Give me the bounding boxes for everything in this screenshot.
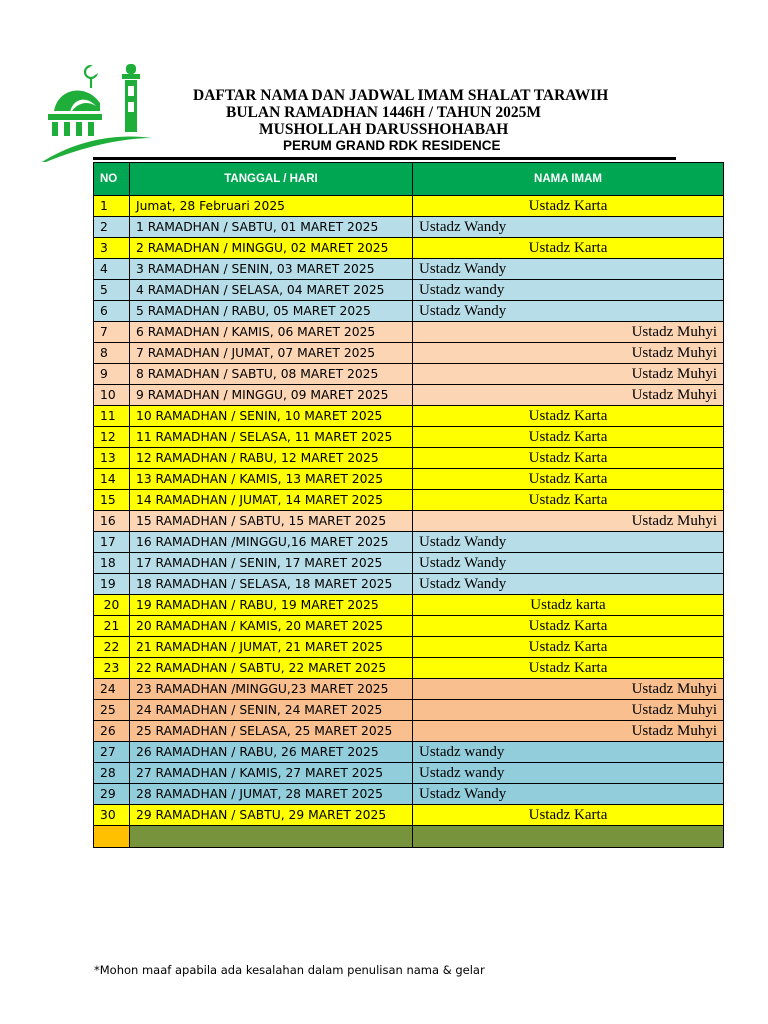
column-header-imam: NAMA IMAM — [413, 163, 724, 196]
cell-no: 15 — [94, 490, 130, 511]
cell-tanggal: 16 RAMADHAN /MINGGU,16 MARET 2025 — [130, 532, 413, 553]
cell-tanggal: 28 RAMADHAN / JUMAT, 28 MARET 2025 — [130, 784, 413, 805]
table-row — [94, 196, 724, 217]
cell-no: 5 — [94, 280, 130, 301]
cell-tanggal: 26 RAMADHAN / RABU, 26 MARET 2025 — [130, 742, 413, 763]
cell-tanggal: 11 RAMADHAN / SELASA, 11 MARET 2025 — [130, 427, 413, 448]
cell-imam: Ustadz Karta — [413, 469, 724, 490]
cell-imam: Ustadz Wandy — [413, 259, 724, 280]
cell-tanggal: 9 RAMADHAN / MINGGU, 09 MARET 2025 — [130, 385, 413, 406]
cell-imam: Ustadz karta — [413, 595, 724, 616]
title-line-1: DAFTAR NAMA DAN JADWAL IMAM SHALAT TARAWIH — [193, 87, 609, 104]
cell-no: 10 — [94, 385, 130, 406]
cell-empty — [94, 826, 130, 848]
cell-no: 20 — [94, 595, 130, 616]
cell-no: 29 — [94, 784, 130, 805]
cell-no: 11 — [94, 406, 130, 427]
table-row — [94, 532, 724, 553]
cell-imam: Ustadz Karta — [413, 637, 724, 658]
cell-tanggal: 14 RAMADHAN / JUMAT, 14 MARET 2025 — [130, 490, 413, 511]
cell-tanggal: Jumat, 28 Februari 2025 — [130, 196, 413, 217]
cell-imam: Ustadz wandy — [413, 763, 724, 784]
cell-tanggal: 15 RAMADHAN / SABTU, 15 MARET 2025 — [130, 511, 413, 532]
cell-imam: Ustadz Karta — [413, 196, 724, 217]
cell-no: 26 — [94, 721, 130, 742]
table-row — [94, 784, 724, 805]
cell-imam: Ustadz wandy — [413, 280, 724, 301]
cell-no: 16 — [94, 511, 130, 532]
table-body — [94, 196, 724, 848]
cell-imam: Ustadz Karta — [413, 427, 724, 448]
cell-no: 14 — [94, 469, 130, 490]
cell-tanggal: 21 RAMADHAN / JUMAT, 21 MARET 2025 — [130, 637, 413, 658]
cell-imam: Ustadz Muhyi — [413, 364, 724, 385]
table-row — [94, 679, 724, 700]
table-row — [94, 217, 724, 238]
table-row — [94, 259, 724, 280]
cell-imam: Ustadz Wandy — [413, 553, 724, 574]
table-row-empty — [94, 826, 724, 848]
cell-imam: Ustadz Karta — [413, 490, 724, 511]
cell-no: 4 — [94, 259, 130, 280]
cell-imam: Ustadz Karta — [413, 238, 724, 259]
imam-schedule-table — [93, 162, 724, 848]
cell-no: 2 — [94, 217, 130, 238]
table-row — [94, 238, 724, 259]
table-row — [94, 280, 724, 301]
cell-no: 8 — [94, 343, 130, 364]
table-row — [94, 448, 724, 469]
cell-tanggal: 6 RAMADHAN / KAMIS, 06 MARET 2025 — [130, 322, 413, 343]
cell-imam: Ustadz Wandy — [413, 217, 724, 238]
cell-tanggal: 20 RAMADHAN / KAMIS, 20 MARET 2025 — [130, 616, 413, 637]
cell-no: 25 — [94, 700, 130, 721]
title-underline — [93, 157, 676, 160]
table-header-row — [94, 163, 724, 196]
title-line-2: BULAN RAMADHAN 1446H / TAHUN 2025M — [226, 104, 542, 121]
table-row — [94, 469, 724, 490]
table-row — [94, 427, 724, 448]
cell-empty — [130, 826, 413, 848]
table-row — [94, 658, 724, 679]
cell-tanggal: 2 RAMADHAN / MINGGU, 02 MARET 2025 — [130, 238, 413, 259]
cell-no: 17 — [94, 532, 130, 553]
column-header-no: NO — [94, 163, 130, 196]
table-row — [94, 616, 724, 637]
cell-no: 7 — [94, 322, 130, 343]
cell-imam: Ustadz Wandy — [413, 784, 724, 805]
cell-no: 1 — [94, 196, 130, 217]
table-row — [94, 511, 724, 532]
table-row — [94, 721, 724, 742]
cell-imam: Ustadz Wandy — [413, 532, 724, 553]
cell-tanggal: 27 RAMADHAN / KAMIS, 27 MARET 2025 — [130, 763, 413, 784]
cell-no: 22 — [94, 637, 130, 658]
table-row — [94, 742, 724, 763]
table-row — [94, 364, 724, 385]
cell-no: 23 — [94, 658, 130, 679]
table-row — [94, 490, 724, 511]
cell-tanggal: 1 RAMADHAN / SABTU, 01 MARET 2025 — [130, 217, 413, 238]
cell-no: 12 — [94, 427, 130, 448]
cell-no: 6 — [94, 301, 130, 322]
cell-no: 9 — [94, 364, 130, 385]
document-title — [0, 86, 768, 156]
cell-empty — [413, 826, 724, 848]
cell-imam: Ustadz Muhyi — [413, 700, 724, 721]
cell-tanggal: 24 RAMADHAN / SENIN, 24 MARET 2025 — [130, 700, 413, 721]
cell-no: 13 — [94, 448, 130, 469]
cell-imam: Ustadz Muhyi — [413, 343, 724, 364]
cell-tanggal: 10 RAMADHAN / SENIN, 10 MARET 2025 — [130, 406, 413, 427]
cell-imam: Ustadz Karta — [413, 805, 724, 826]
cell-tanggal: 4 RAMADHAN / SELASA, 04 MARET 2025 — [130, 280, 413, 301]
table-row — [94, 637, 724, 658]
cell-imam: Ustadz Muhyi — [413, 322, 724, 343]
cell-imam: Ustadz Karta — [413, 658, 724, 679]
cell-imam: Ustadz Muhyi — [413, 721, 724, 742]
table-row — [94, 805, 724, 826]
cell-tanggal: 29 RAMADHAN / SABTU, 29 MARET 2025 — [130, 805, 413, 826]
table-row — [94, 574, 724, 595]
table-row — [94, 553, 724, 574]
cell-no: 18 — [94, 553, 130, 574]
cell-tanggal: 13 RAMADHAN / KAMIS, 13 MARET 2025 — [130, 469, 413, 490]
cell-imam: Ustadz wandy — [413, 742, 724, 763]
cell-imam: Ustadz Muhyi — [413, 511, 724, 532]
cell-no: 24 — [94, 679, 130, 700]
cell-imam: Ustadz Karta — [413, 616, 724, 637]
cell-tanggal: 12 RAMADHAN / RABU, 12 MARET 2025 — [130, 448, 413, 469]
footnote: *Mohon maaf apabila ada kesalahan dalam penulisan nama & gelar — [94, 963, 485, 977]
table-row — [94, 595, 724, 616]
cell-imam: Ustadz Wandy — [413, 301, 724, 322]
cell-no: 28 — [94, 763, 130, 784]
cell-no: 27 — [94, 742, 130, 763]
table-row — [94, 385, 724, 406]
cell-imam: Ustadz Muhyi — [413, 679, 724, 700]
table-row — [94, 763, 724, 784]
cell-no: 30 — [94, 805, 130, 826]
cell-tanggal: 25 RAMADHAN / SELASA, 25 MARET 2025 — [130, 721, 413, 742]
column-header-tanggal: TANGGAL / HARI — [130, 163, 413, 196]
cell-tanggal: 3 RAMADHAN / SENIN, 03 MARET 2025 — [130, 259, 413, 280]
table-row — [94, 301, 724, 322]
table-row — [94, 343, 724, 364]
cell-imam: Ustadz Muhyi — [413, 385, 724, 406]
cell-tanggal: 5 RAMADHAN / RABU, 05 MARET 2025 — [130, 301, 413, 322]
title-line-3: MUSHOLLAH DARUSSHOHABAH — [259, 121, 509, 138]
title-line-4: PERUM GRAND RDK RESIDENCE — [283, 138, 501, 153]
cell-tanggal: 18 RAMADHAN / SELASA, 18 MARET 2025 — [130, 574, 413, 595]
cell-no: 3 — [94, 238, 130, 259]
cell-tanggal: 19 RAMADHAN / RABU, 19 MARET 2025 — [130, 595, 413, 616]
cell-tanggal: 23 RAMADHAN /MINGGU,23 MARET 2025 — [130, 679, 413, 700]
cell-tanggal: 8 RAMADHAN / SABTU, 08 MARET 2025 — [130, 364, 413, 385]
table-row — [94, 322, 724, 343]
cell-tanggal: 7 RAMADHAN / JUMAT, 07 MARET 2025 — [130, 343, 413, 364]
cell-tanggal: 17 RAMADHAN / SENIN, 17 MARET 2025 — [130, 553, 413, 574]
cell-imam: Ustadz Wandy — [413, 574, 724, 595]
cell-no: 19 — [94, 574, 130, 595]
cell-tanggal: 22 RAMADHAN / SABTU, 22 MARET 2025 — [130, 658, 413, 679]
table-row — [94, 406, 724, 427]
cell-imam: Ustadz Karta — [413, 448, 724, 469]
table-row — [94, 700, 724, 721]
cell-imam: Ustadz Karta — [413, 406, 724, 427]
cell-no: 21 — [94, 616, 130, 637]
